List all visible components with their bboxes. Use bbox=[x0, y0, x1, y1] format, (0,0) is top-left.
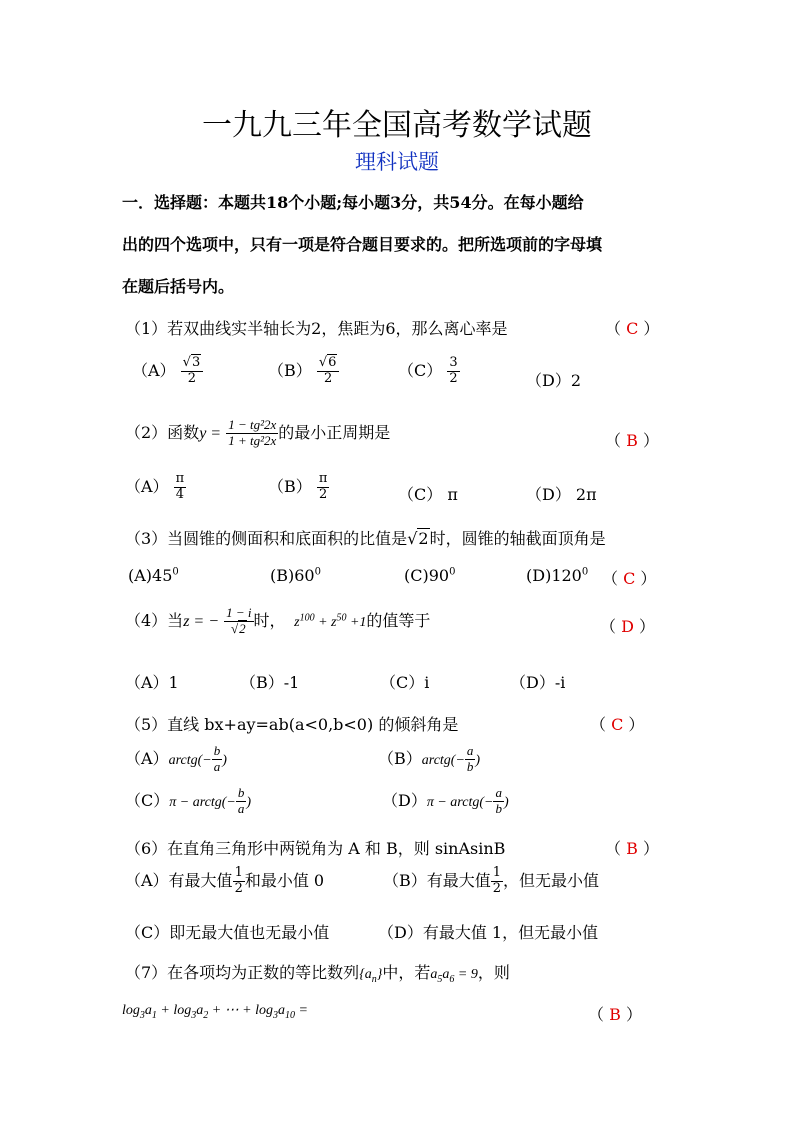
question-3-answer: （ C ） bbox=[602, 569, 657, 588]
question-4-text: （4）当z = − $\frac{1 - i}{√2}$ 时， $z^{100} + z^{50} +1$的值等于 bbox=[125, 605, 431, 636]
question-2-option-b: （B） $\frac{\pi}{2}$ bbox=[268, 471, 328, 502]
section-instructions-line2: 出的四个选项中，只有一项是符合题目要求的。把所选项前的字母填 bbox=[122, 235, 603, 254]
question-1-option-a: （A） $\frac{√3}{2}$ bbox=[132, 356, 203, 387]
question-6-option-b: （B）有最大值 $\frac{1}{2}$ ，但无最小值 bbox=[383, 865, 600, 896]
question-7-expression: $\log_3a_1 + \log_3a_2$ + ⋯ + $\log_3a_{10}$ = bbox=[122, 1003, 308, 1021]
question-3-option-d: $(D)120^0$ bbox=[526, 566, 589, 585]
question-2-option-c: （C） π bbox=[398, 485, 458, 504]
page-subtitle: 理科试题 bbox=[355, 150, 439, 174]
question-6-option-d: （D）有最大值 1，但无最小值 bbox=[378, 923, 599, 942]
question-3-text: （3）当圆锥的侧面积和底面积的比值是√2时，圆锥的轴截面顶角是 bbox=[125, 529, 606, 548]
question-1-option-d: （D）2 bbox=[526, 371, 582, 390]
question-6-answer: （ B ） bbox=[605, 839, 659, 858]
question-4-answer: （ D ） bbox=[600, 617, 656, 636]
question-2-option-a: （A） $\frac{\pi}{4}$ bbox=[125, 471, 185, 502]
question-4-option-d: （D）-i bbox=[510, 673, 566, 692]
question-3-option-b: $(B)60^0$ bbox=[270, 566, 321, 585]
section-instructions-line3: 在题后括号内。 bbox=[122, 277, 235, 296]
question-5-answer: （ C ） bbox=[590, 715, 645, 734]
question-3-option-c: $(C)90^0$ bbox=[404, 566, 456, 585]
question-2-text: （2）函数y = $\frac{\text{1 − tg²2x}}{\text{1 + tg²2x}}$ 的最小正周期是 bbox=[125, 417, 391, 448]
question-6-option-a: （A）有最大值 $\frac{1}{2}$ 和最小值 0 bbox=[125, 865, 325, 896]
question-2-answer: （ B ） bbox=[605, 431, 659, 450]
question-7-text: （7）在各项均为正数的等比数列$\{a_n\}$中，若$a_5a_6 = 9$，则 bbox=[125, 963, 510, 985]
question-4-option-c: （C）i bbox=[380, 673, 430, 692]
question-1-option-b: （B） $\frac{√6}{2}$ bbox=[268, 356, 339, 387]
question-1-answer: （ C ） bbox=[605, 319, 660, 338]
answer-letter: C bbox=[626, 319, 639, 338]
question-1-text: （1）若双曲线实半轴长为2，焦距为6，那么离心率是 bbox=[125, 319, 508, 338]
question-3-option-a: $(A)45^0$ bbox=[128, 566, 179, 585]
question-4-option-b: （B）-1 bbox=[240, 673, 300, 692]
question-6-option-c: （C）即无最大值也无最小值 bbox=[125, 923, 330, 942]
question-6-text: （6）在直角三角形中两锐角为 A 和 B，则 sinAsinB bbox=[125, 839, 506, 858]
question-4-option-a: （A）1 bbox=[125, 673, 179, 692]
question-5-option-c: （C）π − arctg(− $\frac{b}{a}$ ) bbox=[125, 785, 252, 816]
question-5-option-b: （B）arctg(− $\frac{a}{b}$ ) bbox=[378, 743, 481, 774]
page-title: 一九九三年全国高考数学试题 bbox=[202, 108, 592, 143]
question-2-option-d: （D） 2π bbox=[526, 485, 597, 504]
question-5-option-a: （A）arctg(− $\frac{b}{a}$ ) bbox=[125, 743, 227, 774]
question-7-answer: （ B ） bbox=[588, 1005, 642, 1024]
question-1-option-c: （C） $\frac{3}{2}$ bbox=[398, 355, 458, 386]
section-instructions-line1: 一．选择题：本题共18个小题;每小题3分，共54分。在每小题给 bbox=[122, 193, 584, 212]
question-5-option-d: （D）π − arctg(− $\frac{a}{b}$ ) bbox=[382, 785, 509, 816]
question-5-text: （5）直线 bx+ay=ab(a<0,b<0) 的倾斜角是 bbox=[125, 715, 459, 734]
